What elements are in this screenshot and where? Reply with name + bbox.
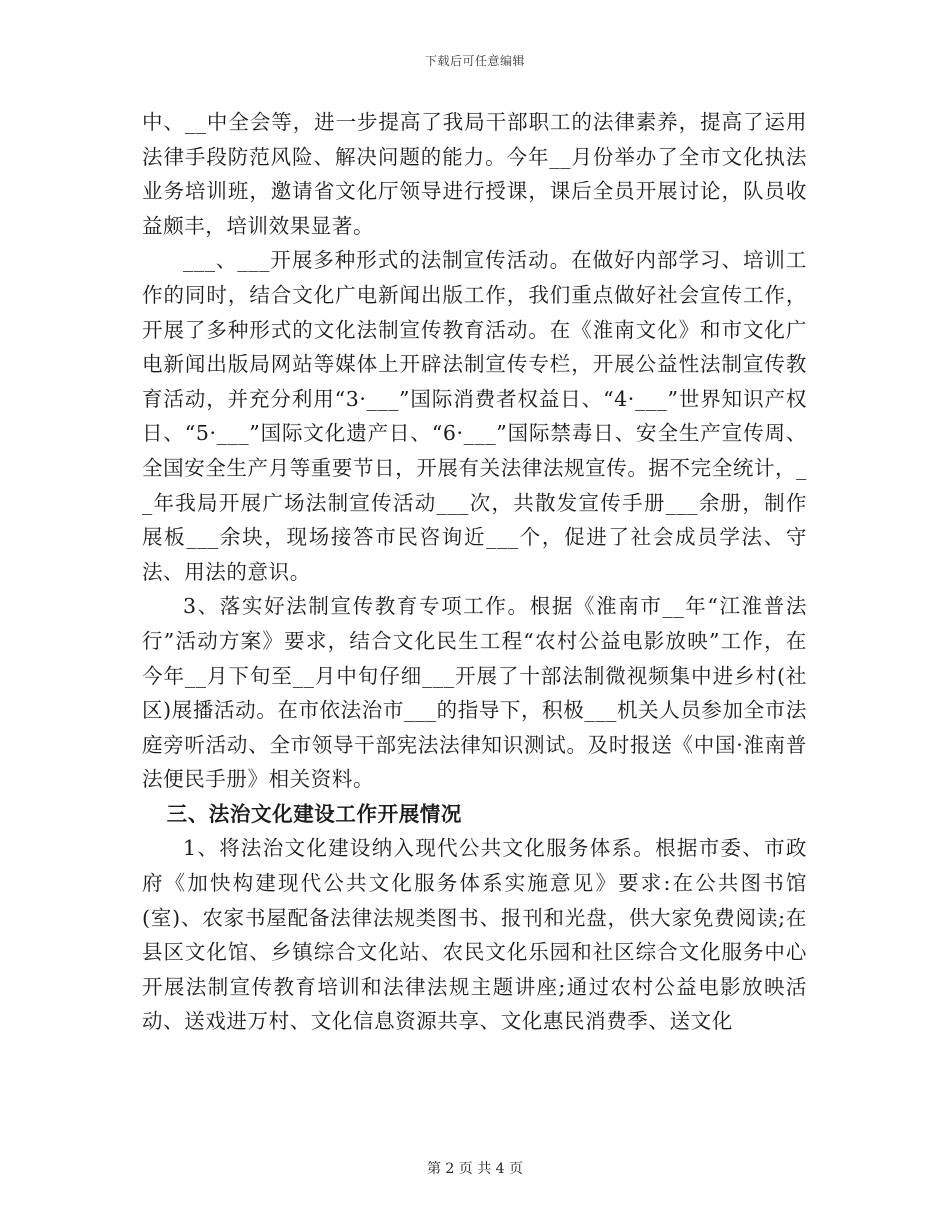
- paragraph-special-work: 3、落实好法制宣传教育专项工作。根据《淮南市__年“江淮普法行”活动方案》要求，结合文化民生工程“农村公益电影放映”工作，在今年__月下旬至__月中旬仔细___开展了十部法制微视频集中进乡村(社区)展播活动。在市依法治市___的指导下，积极___机关人员参加全市法庭旁听活动、全市领导干部宪法法律知识测试。及时报送《中国·淮南普法便民手册》相关资料。: [142, 594, 807, 792]
- page-number-footer: 第 2 页 共 4 页: [426, 1161, 524, 1177]
- document-body: [142, 105, 807, 1039]
- paragraph-culture-system: 1、将法治文化建设纳入现代公共文化服务体系。根据市委、市政府《加快构建现代公共文化服务体系实施意见》要求:在公共图书馆(室)、农家书屋配备法律法规类图书、报刊和光盘，供大家免费阅读;在县区文化馆、乡镇综合文化站、农民文化乐园和社区综合文化服务中心开展法制宣传教育培训和法律法规主题讲座;通过农村公益电影放映活动、送戏进万村、文化信息资源共享、文化惠民消费季、送文化: [142, 836, 807, 1034]
- paragraph-legal-publicity: ___、___开展多种形式的法制宣传活动。在做好内部学习、培训工作的同时，结合文化广电新闻出版工作，我们重点做好社会宣传工作，开展了多种形式的文化法制宣传教育活动。在《淮南文化》和市文化广电新闻出版局网站等媒体上开辟法制宣传专栏，开展公益性法制宣传教育活动，并充分利用“3·___”国际消费者权益日、“4·___”世界知识产权日、“5·___”国际文化遗产日、“6·___”国际禁毒日、安全生产宣传周、全国安全生产月等重要节日，开展有关法律法规宣传。据不完全统计，__年我局开展广场法制宣传活动___次，共散发宣传手册___余册，制作展板___余块，现场接答市民咨询近___个，促进了社会成员学法、守法、用法的意识。: [142, 248, 807, 584]
- section-heading: 三、法治文化建设工作开展情况: [166, 801, 462, 826]
- page-header: 下载后可任意编辑: [424, 54, 525, 68]
- paragraph-continuation: 中、__中全会等，进一步提高了我局干部职工的法律素养，提高了运用法律手段防范风险、解决问题的能力。今年__月份举办了全市文化执法业务培训班，邀请省文化厅领导进行授课，课后全员开展讨论，队员收益颇丰，培训效果显著。: [142, 110, 807, 238]
